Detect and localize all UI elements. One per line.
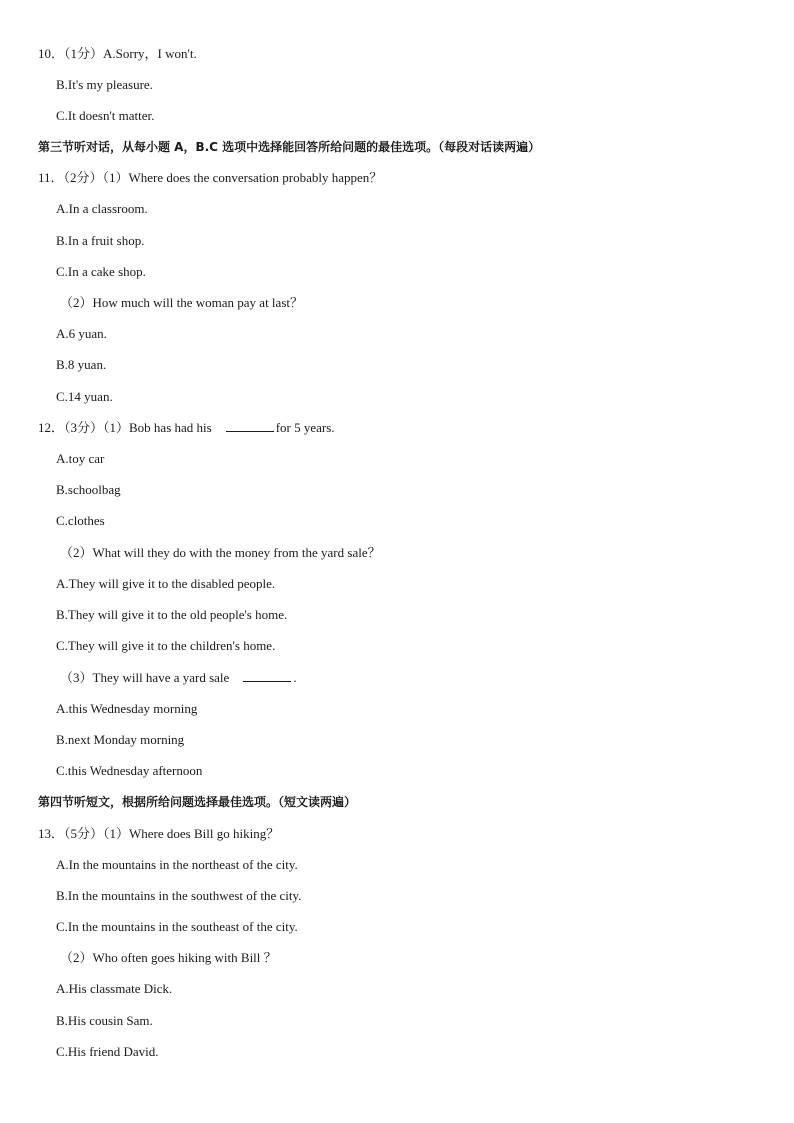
answer-blank bbox=[226, 420, 274, 432]
q12-2-option-c: C.They will give it to the children's home. bbox=[56, 638, 276, 653]
q13-stem: 13．（5分）（1）Where does Bill go hiking？ bbox=[38, 826, 280, 841]
q11-sub2: （2）How much will the woman pay at last？ bbox=[60, 295, 303, 310]
q13-2-option-c: C.His friend David. bbox=[56, 1044, 159, 1059]
q12-3-option-b: B.next Monday morning bbox=[56, 732, 185, 747]
q12-3-option-c: C.this Wednesday afternoon bbox=[56, 763, 203, 778]
q11-stem: 11．（2分）（1）Where does the conversation probably happen？ bbox=[38, 170, 383, 185]
q12-stem-before: 12．（3分）（1）Bob has had his bbox=[38, 420, 212, 435]
q13-2-option-a: A.His classmate Dick. bbox=[56, 981, 173, 996]
q10-stem: 10．（1分）A.Sorry，I won't. bbox=[38, 46, 197, 61]
q12-1-option-c: C.clothes bbox=[56, 513, 105, 528]
q13-1-option-a: A.In the mountains in the northeast of the city. bbox=[56, 857, 298, 872]
q13-2-option-b: B.His cousin Sam. bbox=[56, 1013, 153, 1028]
q11-2-option-a: A.6 yuan. bbox=[56, 326, 107, 341]
q12-3-option-a: A.this Wednesday morning bbox=[56, 701, 198, 716]
q11-1-option-b: B.In a fruit shop. bbox=[56, 233, 145, 248]
q11-2-option-b: B.8 yuan. bbox=[56, 357, 107, 372]
q11-1-option-c: C.In a cake shop. bbox=[56, 264, 146, 279]
q12-sub2: （2）What will they do with the money from the yard sale？ bbox=[60, 545, 381, 560]
q10-option-b: B.It's my pleasure. bbox=[56, 77, 153, 92]
q12-sub3 bbox=[60, 670, 297, 686]
q12-stem bbox=[38, 420, 335, 436]
section-4-heading: 第四节听短文，根据所给问题选择最佳选项。（短文读两遍） bbox=[38, 795, 357, 809]
q12-1-option-b: B.schoolbag bbox=[56, 482, 121, 497]
q12-sub3-after: . bbox=[293, 670, 297, 685]
q12-2-option-b: B.They will give it to the old people's home. bbox=[56, 607, 288, 622]
q13-1-option-c: C.In the mountains in the southeast of the city. bbox=[56, 919, 298, 934]
q10-option-c: C.It doesn't matter. bbox=[56, 108, 155, 123]
q11-1-option-a: A.In a classroom. bbox=[56, 201, 148, 216]
q13-sub2: （2）Who often goes hiking with Bill ？ bbox=[60, 950, 277, 965]
q11-2-option-c: C.14 yuan. bbox=[56, 389, 113, 404]
q12-1-option-a: A.toy car bbox=[56, 451, 105, 466]
q12-sub3-before: （3）They will have a yard sale bbox=[60, 670, 230, 685]
q12-2-option-a: A.They will give it to the disabled people. bbox=[56, 576, 276, 591]
answer-blank bbox=[243, 670, 291, 682]
section-3-heading: 第三节听对话，从每小题 A，B.C 选项中选择能回答所给问题的最佳选项。（每段对话读两遍） bbox=[38, 140, 541, 154]
q12-stem-after: for 5 years. bbox=[275, 420, 335, 435]
q13-1-option-b: B.In the mountains in the southwest of the city. bbox=[56, 888, 302, 903]
